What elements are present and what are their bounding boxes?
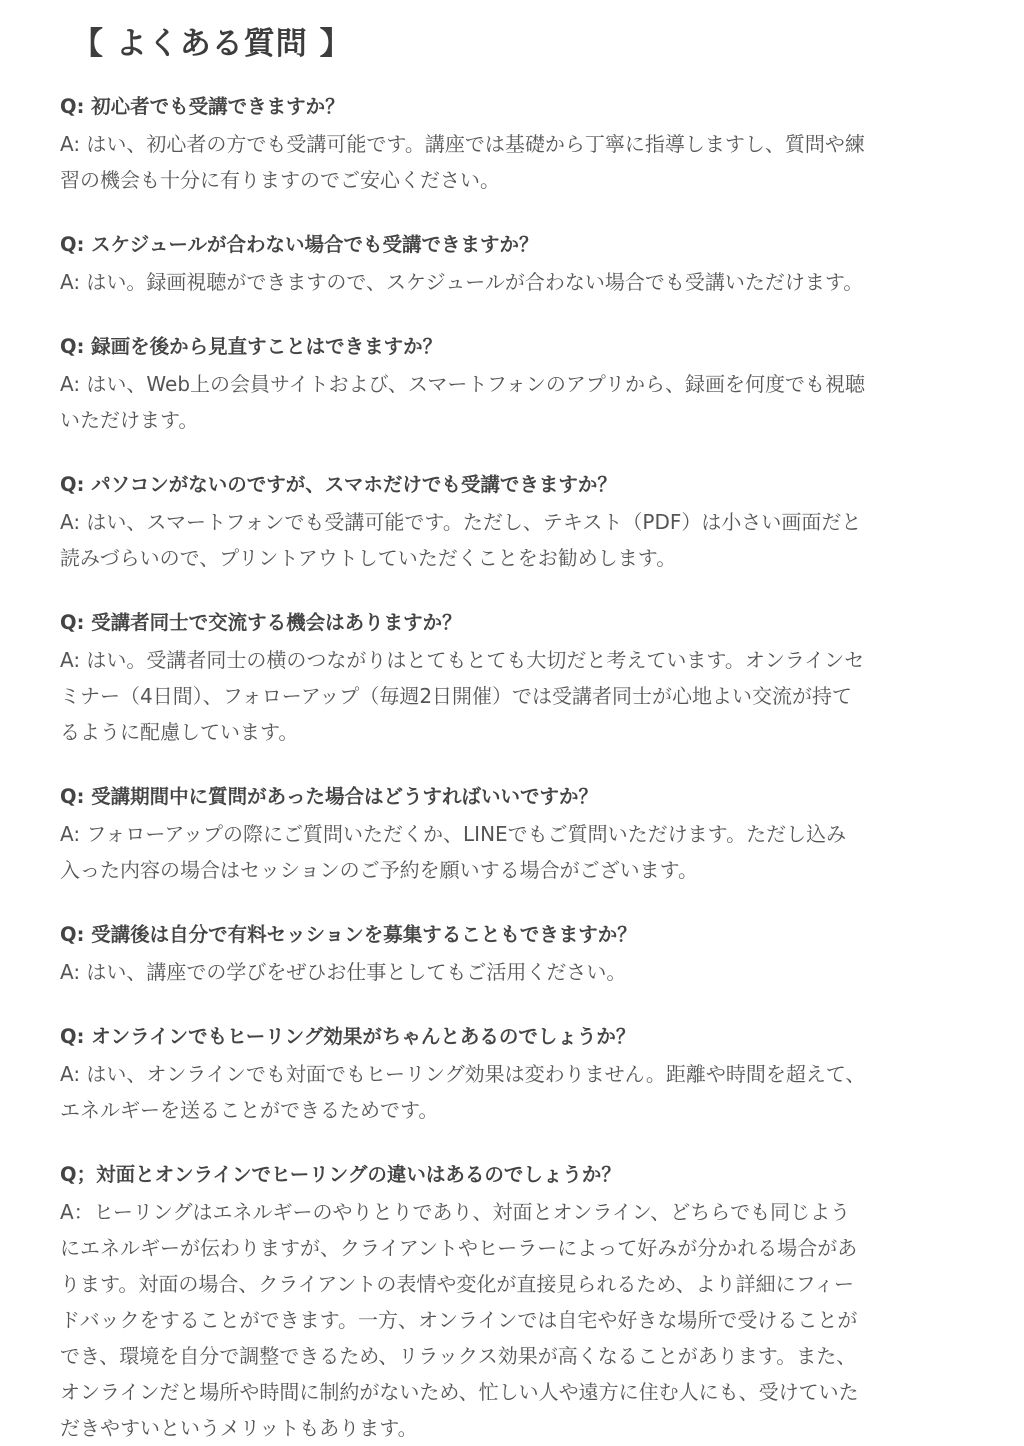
faq-question: Q: オンラインでもヒーリング効果がちゃんとあるのでしょうか？ bbox=[60, 1025, 636, 1048]
faq-answer bbox=[60, 126, 964, 198]
faq-question: Q: 受講者同士で交流する機会はありますか？ bbox=[60, 611, 462, 634]
faq-answer bbox=[60, 504, 964, 576]
faq-question: Q；対面とオンラインでヒーリングの違いはあるのでしょうか？ bbox=[60, 1163, 621, 1186]
page-title: 【 よくある質問 】 bbox=[72, 26, 352, 62]
faq-question: Q: 録画を後から見直すことはできますか？ bbox=[60, 335, 443, 358]
faq-item bbox=[60, 332, 964, 438]
faq-answer-line: オンラインだと場所や時間に制約がないため、忙しい人や遠方に住む人にも、受けていた bbox=[60, 1380, 859, 1404]
faq-item bbox=[60, 1022, 964, 1128]
faq-answer-line: 習の機会も十分に有りますのでご安心ください。 bbox=[60, 168, 500, 192]
faq-question: Q: 受講後は自分で有料セッションを募集することもできますか？ bbox=[60, 923, 637, 946]
faq-question: Q: 初心者でも受講できますか？ bbox=[60, 95, 345, 118]
faq-item bbox=[60, 92, 964, 198]
faq-answer-line: 読みづらいので、プリントアウトしていただくことをお勧めします。 bbox=[60, 546, 677, 570]
faq-answer-line: 入った内容の場合はセッションのご予約を願いする場合がございます。 bbox=[60, 858, 698, 882]
faq-answer bbox=[60, 1194, 964, 1446]
faq-answer-line: エネルギーを送ることができるためです。 bbox=[60, 1098, 439, 1122]
faq-item bbox=[60, 1160, 964, 1446]
faq-answer bbox=[60, 642, 964, 750]
faq-answer-line: ドバックをすることができます。一方、オンラインでは自宅や好きな場所で受けることが bbox=[60, 1308, 858, 1332]
faq-answer-line: A: はい、オンラインでも対面でもヒーリング効果は変わりません。距離や時間を超えて、 bbox=[60, 1062, 866, 1086]
faq-answer-line: いただけます。 bbox=[60, 408, 199, 432]
faq-answer-line: だきやすいというメリットもあります。 bbox=[60, 1416, 418, 1440]
faq-item bbox=[60, 608, 964, 750]
faq-item bbox=[60, 230, 964, 300]
faq-answer-line: でき、環境を自分で調整できるため、リラックス効果が高くなることがあります。また、 bbox=[60, 1344, 857, 1368]
faq-answer-line: A: はい、講座での学びをぜひお仕事としてもご活用ください。 bbox=[60, 960, 627, 984]
faq-answer bbox=[60, 1056, 964, 1128]
faq-answer-line: A: はい、スマートフォンでも受講可能です。ただし、テキスト（PDF）は小さい画面だと bbox=[60, 510, 862, 534]
faq-answer bbox=[60, 366, 964, 438]
faq-answer-line: A: はい、Web上の会員サイトおよび、スマートフォンのアプリから、録画を何度でも視聴 bbox=[60, 372, 866, 396]
faq-answer-line: ります。対面の場合、クライアントの表情や変化が直接見られるため、より詳細にフィー bbox=[60, 1272, 854, 1296]
faq-answer-line: るように配慮しています。 bbox=[60, 720, 299, 744]
faq-item bbox=[60, 782, 964, 888]
faq-answer-line: A: はい。受講者同士の横のつながりはとてもとても大切だと考えています。オンラインセ bbox=[60, 648, 865, 672]
faq-answer-line: A：ヒーリングはエネルギーのやりとりであり、対面とオンライン、どちらでも同じよう bbox=[60, 1200, 851, 1224]
faq-answer bbox=[60, 954, 964, 990]
faq-question: Q: パソコンがないのですが、スマホだけでも受講できますか？ bbox=[60, 473, 617, 496]
faq-answer bbox=[60, 264, 964, 300]
faq-question: Q: スケジュールが合わない場合でも受講できますか？ bbox=[60, 233, 539, 256]
faq-answer-line: A: フォローアップの際にご質問いただくか、LINEでもご質問いただけます。ただし込み bbox=[60, 822, 847, 846]
faq-answer-line: にエネルギーが伝わりますが、クライアントやヒーラーによって好みが分かれる場合があ bbox=[60, 1236, 858, 1260]
faq-question: Q: 受講期間中に質問があった場合はどうすればいいですか？ bbox=[60, 785, 598, 808]
faq-answer-line: ミナー（4日間）、フォローアップ（毎週2日開催）では受講者同士が心地よい交流が持て bbox=[60, 684, 853, 708]
faq-answer-line: A: はい。録画視聴ができますので、スケジュールが合わない場合でも受講いただけます。 bbox=[60, 270, 864, 294]
faq-answer-line: A: はい、初心者の方でも受講可能です。講座では基礎から丁寧に指導しますし、質問や練 bbox=[60, 132, 865, 156]
faq-list bbox=[60, 92, 964, 1446]
faq-answer bbox=[60, 816, 964, 888]
faq-item bbox=[60, 470, 964, 576]
faq-item bbox=[60, 920, 964, 990]
